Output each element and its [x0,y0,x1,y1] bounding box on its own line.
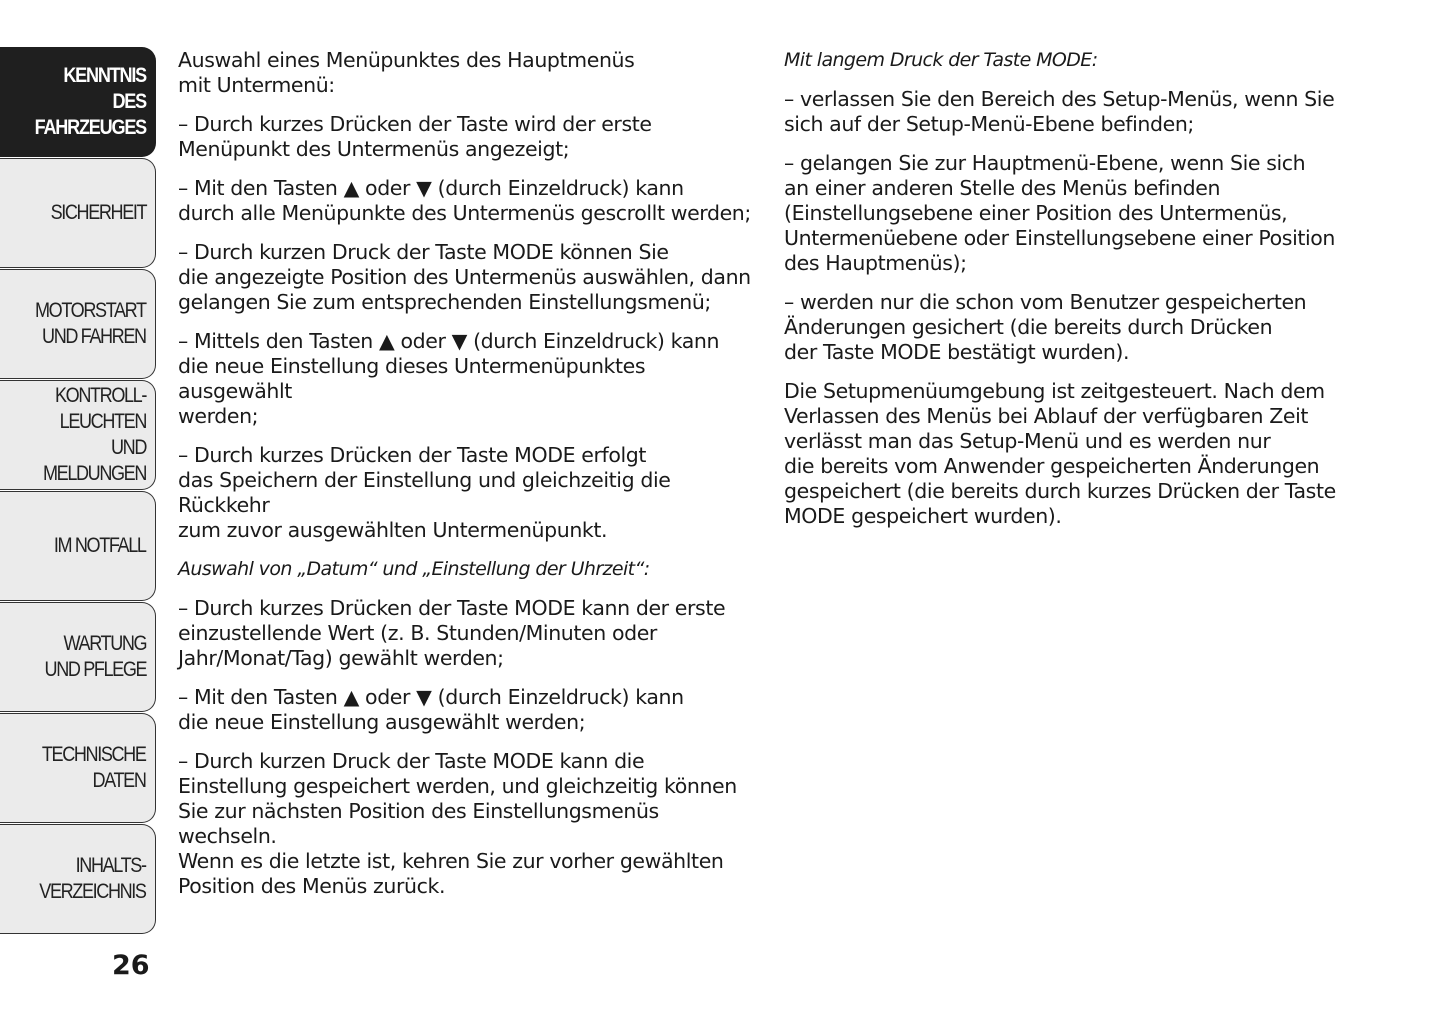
tab-inhaltsverzeichnis[interactable] [0,824,156,934]
paragraph: – Mittels den Tasten ▲ oder ▼ (durch Einzeldruck) kann die neue Einstellung dieses Untermenüpunktes ausgewählt werden; [178,329,720,428]
paragraph: – Durch kurzes Drücken der Taste MODE erfolgt das Speichern der Einstellung und gleichzeitig die Rückkehr zum zuvor ausgewählten Untermenüpunkt. [178,443,671,542]
paragraph: – Durch kurzen Druck der Taste MODE kann die Einstellung gespeichert werden, und gleichzeitig können Sie zur nächsten Position des Einstellungsmenüs wechseln. Wenn es die letzte ist, kehren Sie zur vorher gewählten Position des Menüs zurück. [178,749,737,898]
tab-label: SICHERHEIT [50,201,146,224]
paragraph: – verlassen Sie den Bereich des Setup-Menüs, wenn Sie sich auf der Setup-Menü-Ebene befinden; [784,87,1335,136]
paragraph: – Durch kurzen Druck der Taste MODE können Sie die angezeigte Position des Untermenüs auswählen, dann gelangen Sie zum entsprechenden Einstellungsmenü; [178,240,751,314]
left-text-column [178,48,758,913]
tab-label: KENNTNIS DES FAHRZEUGES [34,64,146,139]
tab-sicherheit[interactable] [0,158,156,268]
tab-label: TECHNISCHE DATEN [42,743,146,792]
tab-technische-daten[interactable] [0,713,156,823]
tab-wartung-und-pflege[interactable] [0,602,156,712]
paragraph: – Mit den Tasten ▲ oder ▼ (durch Einzeldruck) kann durch alle Menüpunkte des Untermenüs gescrollt werden; [178,176,751,225]
tab-im-notfall[interactable] [0,491,156,601]
section-heading: Mit langem Druck der Taste MODE: [784,49,1098,71]
tab-kontrollleuchten-und-meldungen[interactable] [0,380,156,490]
paragraph: Die Setupmenüumgebung ist zeitgesteuert. Nach dem Verlassen des Menüs bei Ablauf der verfügbaren Zeit verlässt man das Setup-Menü und es werden nur die bereits vom Anwender gespeicherten Änderungen gespeichert (die bereits durch kurzes Drücken der Taste MODE gespeichert wurden). [784,379,1336,528]
paragraph: – Durch kurzes Drücken der Taste MODE kann der erste einzustellende Wert (z. B. Stunden/Minuten oder Jahr/Monat/Tag) gewählt werden; [178,596,726,670]
section-heading: Auswahl von „Datum“ und „Einstellung der Uhrzeit“: [178,558,650,580]
tab-kenntnis-des-fahrzeuges[interactable] [0,47,156,157]
tab-label: KONTROLL- LEUCHTEN UND MELDUNGEN [42,384,147,485]
tab-motorstart-und-fahren[interactable] [0,269,156,379]
paragraph: – werden nur die schon vom Benutzer gespeicherten Änderungen gesichert (die bereits durch Drücken der Taste MODE bestätigt wurden). [784,290,1307,364]
paragraph: Auswahl eines Menüpunktes des Hauptmenüs mit Untermenü: [178,48,635,97]
page-number: 26 [112,950,150,981]
paragraph: – Durch kurzes Drücken der Taste wird der erste Menüpunkt des Untermenüs angezeigt; [178,112,652,161]
right-text-column [784,48,1344,543]
paragraph: – Mit den Tasten ▲ oder ▼ (durch Einzeldruck) kann die neue Einstellung ausgewählt werden; [178,685,684,734]
paragraph: – gelangen Sie zur Hauptmenü-Ebene, wenn Sie sich an einer anderen Stelle des Menüs befinden (Einstellungsebene einer Position des Untermenüs, Untermenüebene oder Einstellungsebene einer Position des Hauptmenüs); [784,151,1336,275]
tab-label: MOTORSTART UND FAHREN [35,299,146,348]
tab-label: INHALTS- VERZEICHNIS [39,854,146,903]
tab-label: IM NOTFALL [54,534,146,557]
tab-label: WARTUNG UND PFLEGE [44,632,147,681]
